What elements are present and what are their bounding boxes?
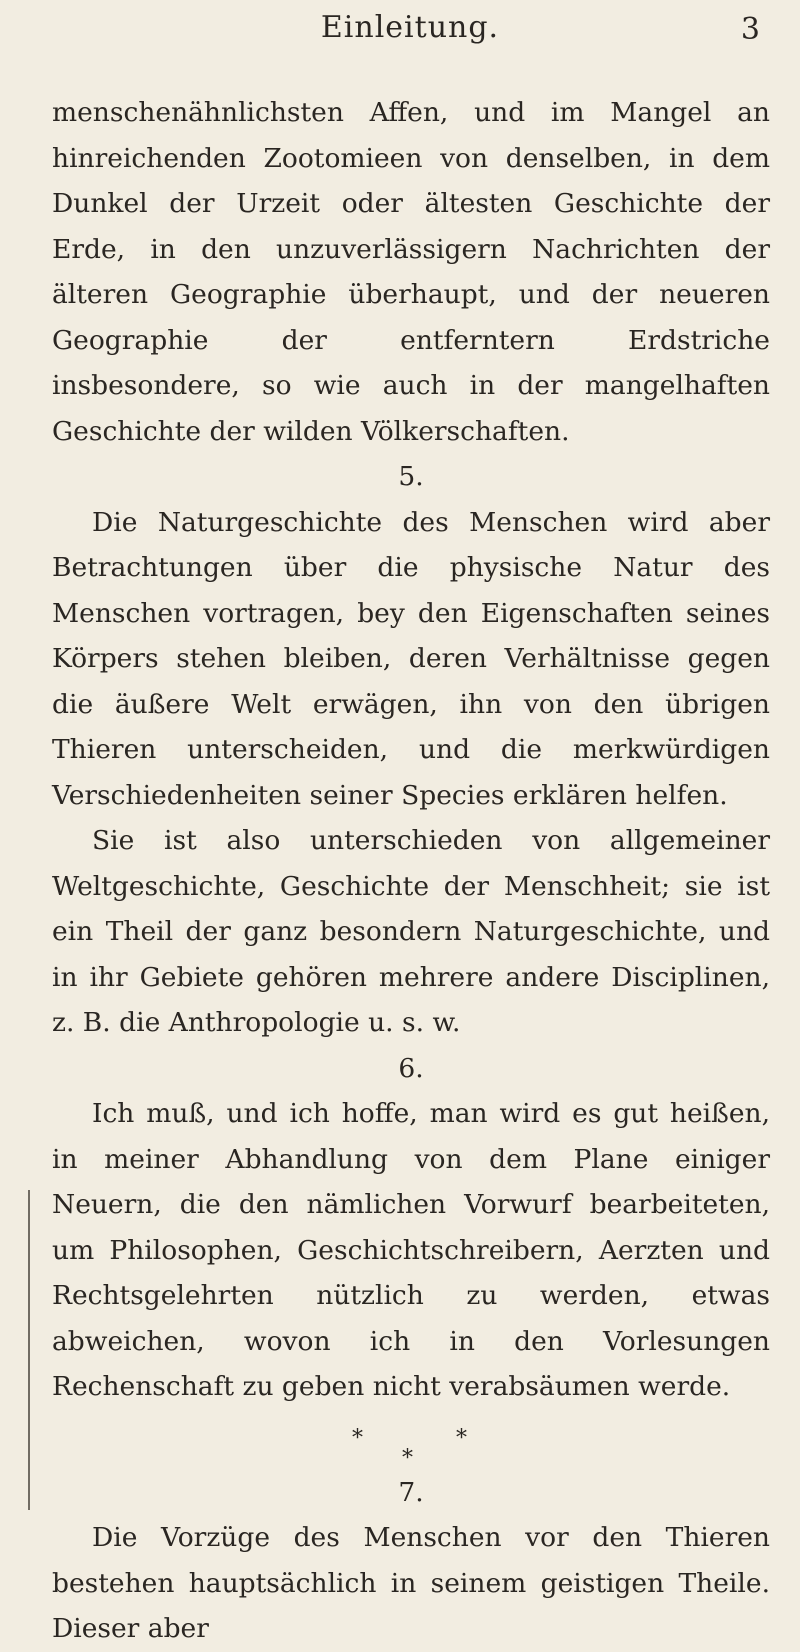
page-body [52, 90, 770, 1652]
binding-edge-line [28, 1190, 30, 1510]
paragraph: Ich muß, und ich hoffe, man wird es gut heißen, in meiner Abhandlung von dem Plane einiger Neuern, die den nämlichen Vorwurf bearbeiteten, um Philosophen, Geschichtschreibern, Aerzten und Rechtsgelehrten nützlich zu werden, etwas abweichen, wovon ich in den Vorlesungen Rechenschaft zu geben nicht verabsäumen werde. [52, 1098, 770, 1402]
page-number: 3 [740, 12, 760, 47]
running-title: Einleitung. [320, 10, 500, 45]
section-number-7: 7. [398, 1476, 424, 1508]
section-number-5: 5. [398, 461, 424, 492]
section-separator [52, 1410, 770, 1470]
section-number-6: 6. [398, 1052, 424, 1084]
running-header [60, 10, 760, 70]
separator-star: * [352, 1425, 363, 1451]
separator-star: * [402, 1445, 413, 1471]
paragraph: Die Vorzüge des Menschen vor den Thieren bestehen hauptsächlich in seinem geistigen Theile. Dieser aber [52, 1522, 770, 1644]
separator-star: * [456, 1425, 467, 1451]
paragraph: Sie ist also unterschieden von allgemeiner Weltgeschichte, Geschichte der Menschheit; sie ist ein Theil der ganz besondern Naturgeschichte, und in ihr Gebiete gehören mehrere andere Disciplinen, z. B. die Anthropologie u. s. w. [52, 825, 770, 1038]
paragraph: Die Naturgeschichte des Menschen wird aber Betrachtungen über die physische Natur des Menschen vortragen, bey den Eigenschaften seines Körpers stehen bleiben, deren Verhältnisse gegen die äußere Welt erwägen, ihn von den übrigen Thieren unterscheiden, und die merkwürdigen Verschiedenheiten seiner Species erklären helfen. [52, 506, 770, 811]
paragraph-continued: menschenähnlichsten Affen, und im Mangel an hinreichenden Zootomieen von denselben, in dem Dunkel der Urzeit oder ältesten Geschichte der Erde, in den unzuverlässigern Nachrichten der älteren Geographie überhaupt, und der neueren Geographie der entferntern Erdstriche insbesondere, so wie auch in der mangelhaften Geschichte der wilden Völkerschaften. [52, 97, 770, 447]
